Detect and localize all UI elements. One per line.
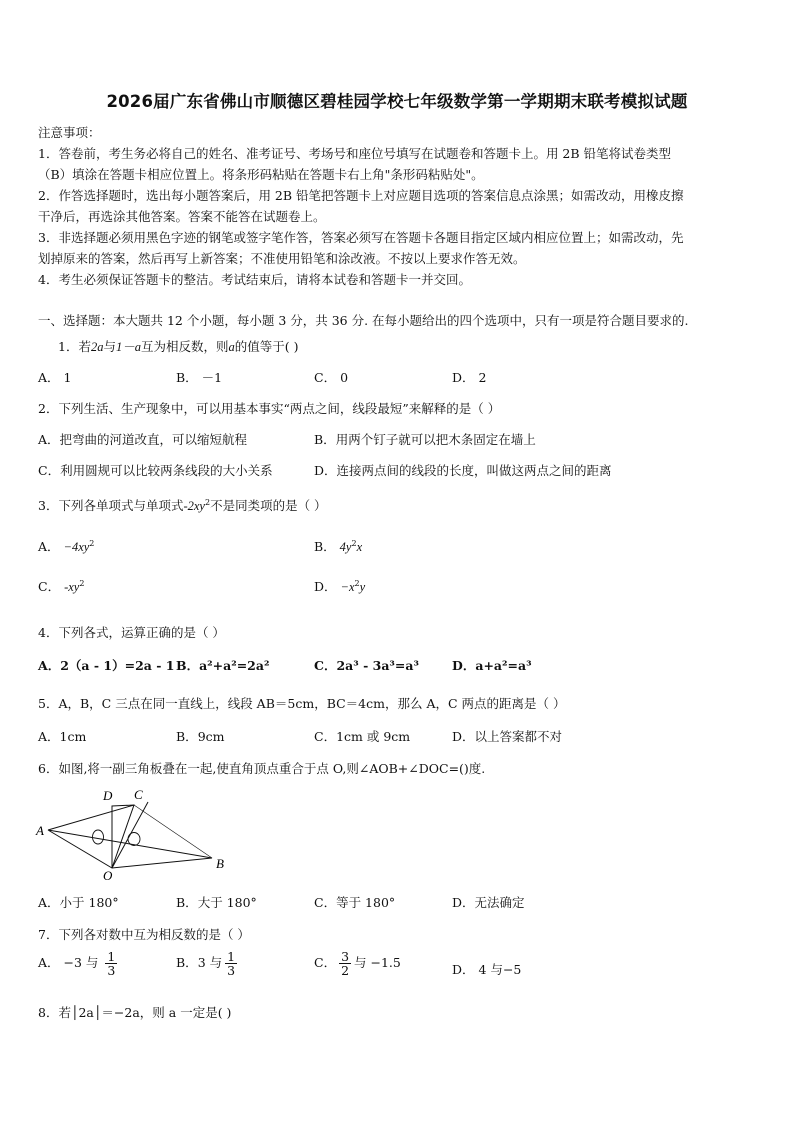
notice-heading: 注意事项： <box>38 125 101 140</box>
notice-line-7: 4．考生必须保证答题卡的整洁。考试结束后，请将本试卷和答题卡一并交回。 <box>38 272 471 287</box>
page-title: 2026届广东省佛山市顺德区碧桂园学校七年级数学第一学期期末联考模拟试题 <box>106 92 688 111</box>
hole-left <box>93 830 104 844</box>
question-2-stem: 2．下列生活、生产现象中，可以用基本事实“两点之间，线段最短”来解释的是（ ） <box>38 401 501 416</box>
line-c-to-b <box>134 805 212 858</box>
label-a: A <box>36 823 44 838</box>
question-4-stem: 4．下列各式，运算正确的是（ ） <box>38 625 225 640</box>
q7-option-c[interactable]: C． $\frac{3}{2}$ 与 −1.5 <box>314 949 401 979</box>
notice-line-6: 划掉原来的答案，然后再写上新答案；不准使用铅笔和涂改液。不按以上要求作答无效。 <box>38 251 526 266</box>
q1-option-a[interactable]: A． 1 <box>38 370 72 385</box>
q3-option-b[interactable]: B． $4y^2x$ <box>314 538 363 554</box>
label-c: C <box>134 787 143 802</box>
q5-option-d[interactable]: D．以上答案都不对 <box>452 729 563 744</box>
fraction: $\frac{1}{3}$ <box>227 949 236 979</box>
notice-line-1: 1．答卷前，考生务必将自己的姓名、准考证号、考场号和座位号填写在试题卷和答题卡上。用 2B 铅笔将试卷类型 <box>38 146 672 161</box>
q3-option-a[interactable]: A． $-4xy^2$ <box>38 538 95 554</box>
q1-option-c[interactable]: C． 0 <box>314 370 349 385</box>
q4-option-c[interactable]: C．2a³ - 3a³=a³ <box>314 658 419 673</box>
q2-option-c[interactable]: C．利用圆规可以比较两条线段的大小关系 <box>38 463 273 478</box>
label-b: B <box>216 856 224 871</box>
q2-option-d[interactable]: D．连接两点间的线段的长度，叫做这两点之间的距离 <box>314 463 612 478</box>
q6-option-a[interactable]: A．小于 180° <box>38 895 119 910</box>
q4-option-d[interactable]: D．a+a²=a³ <box>452 658 532 673</box>
q3-option-d[interactable]: D． $-x^2y$ <box>314 578 366 594</box>
label-d: D <box>103 788 113 803</box>
q6-option-b[interactable]: B．大于 180° <box>176 895 257 910</box>
q5-option-c[interactable]: C．1cm 或 9cm <box>314 729 411 744</box>
triangle-ruler-figure <box>30 782 240 882</box>
question-7-stem: 7．下列各对数中互为相反数的是（ ） <box>38 927 250 942</box>
question-6-stem: 6．如图,将一副三角板叠在一起,使直角顶点重合于点 O,则∠AOB+∠DOC=()度. <box>38 761 486 776</box>
section-heading: 一、选择题：本大题共 12 个小题，每小题 3 分，共 36 分. 在每小题给出的四个选项中，只有一项是符合题目要求的. <box>38 313 689 328</box>
question-5-stem: 5．A，B，C 三点在同一直线上，线段 AB＝5cm，BC＝4cm，那么 A，C 两点的距离是（ ） <box>38 696 566 711</box>
q2-option-b[interactable]: B．用两个钉子就可以把木条固定在墙上 <box>314 432 536 447</box>
label-o: O <box>103 868 113 882</box>
q2-option-a[interactable]: A．把弯曲的河道改直，可以缩短航程 <box>38 432 248 447</box>
notice-line-4: 干净后，再选涂其他答案。答案不能答在试题卷上。 <box>38 209 326 224</box>
q6-option-d[interactable]: D．无法确定 <box>452 895 525 910</box>
hole-right <box>128 833 140 846</box>
q7-option-a[interactable]: A． −3 与 $\frac{1}{3}$ <box>38 949 116 979</box>
question-8-stem: 8．若│2a│＝−2a，则 a 一定是( ) <box>38 1005 232 1020</box>
notice-line-5: 3．非选择题必须用黑色字迹的钢笔或签字笔作答，答案必须写在答题卡各题目指定区域内相应位置上；如需改动，先 <box>38 230 684 245</box>
fraction: $\frac{1}{3}$ <box>107 949 116 979</box>
q3-option-c[interactable]: C． $-xy^2$ <box>38 578 85 594</box>
q7-option-b[interactable]: B．3 与 $\frac{1}{3}$ <box>176 949 236 979</box>
small-triangle-doc <box>112 805 134 868</box>
question-1-stem: 1．若2a与1－a互为相反数，则a的值等于( ) <box>58 339 299 354</box>
q4-option-a[interactable]: A．2（a - 1）=2a - 1 <box>38 658 175 673</box>
line-a-to-c <box>48 805 134 830</box>
question-3-stem: 3．下列各单项式与单项式$-2xy^2$不是同类项的是（ ） <box>38 497 327 513</box>
notice-line-3: 2．作答选择题时，选出每小题答案后，用 2B 铅笔把答题卡上对应题目选项的答案信息点涂黑；如需改动，用橡皮擦 <box>38 188 684 203</box>
q5-option-a[interactable]: A．1cm <box>38 729 87 744</box>
q6-option-c[interactable]: C．等于 180° <box>314 895 396 910</box>
line-o-to-c <box>112 802 148 868</box>
q5-option-b[interactable]: B．9cm <box>176 729 225 744</box>
q1-option-d[interactable]: D． 2 <box>452 370 487 385</box>
fraction: $\frac{3}{2}$ <box>341 949 350 979</box>
q4-option-b[interactable]: B．a²+a²=2a² <box>176 658 270 673</box>
q1-option-b[interactable]: B． －1 <box>176 370 223 385</box>
q7-option-d[interactable]: D． 4 与−5 <box>452 962 522 977</box>
notice-line-2: （B）填涂在答题卡相应位置上。将条形码粘贴在答题卡右上角"条形码粘贴处"。 <box>38 167 484 182</box>
